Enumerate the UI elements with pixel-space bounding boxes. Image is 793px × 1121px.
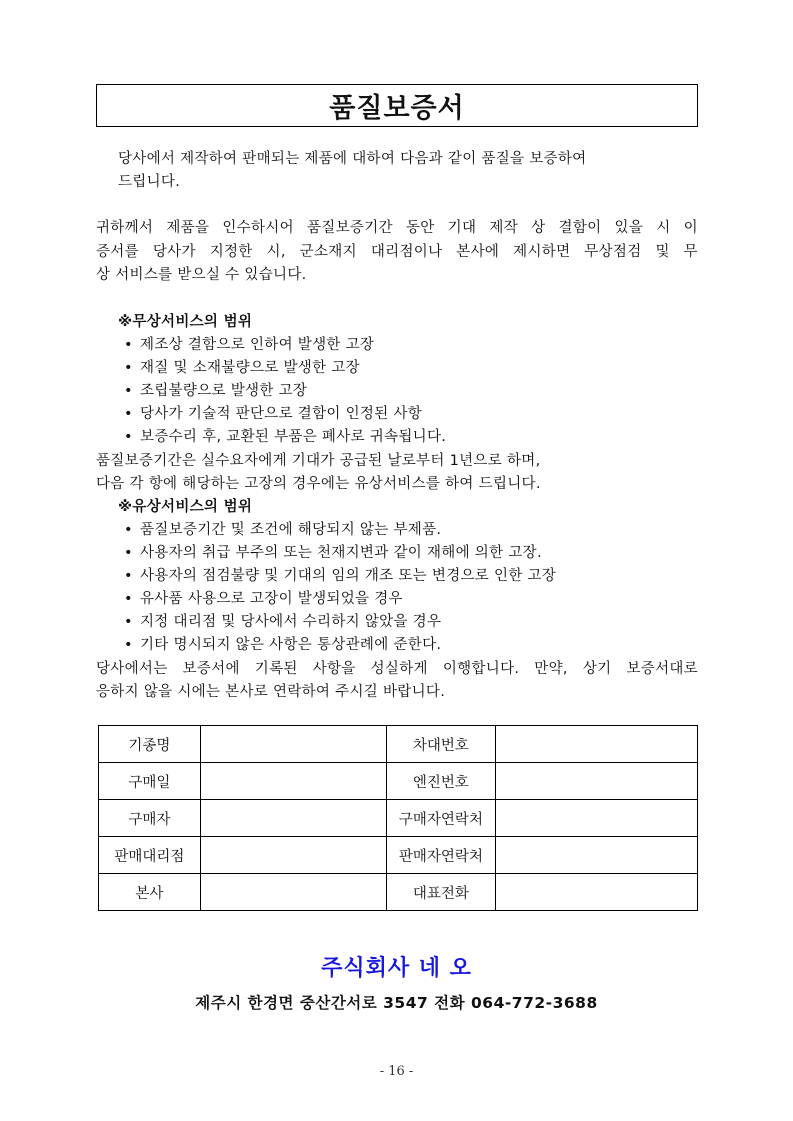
page-title: 품질보증서 [329, 93, 465, 124]
warranty-period-line-2: 다음 각 항에 해당하는 고장의 경우에는 유상서비스를 하여 드립니다. [96, 476, 541, 492]
list-item: • 제조상 결함으로 인하여 발생한 고장 [124, 337, 375, 353]
value-purchase-date[interactable] [200, 763, 386, 800]
page-number: - 16 - [379, 1064, 414, 1079]
list-item: • 사용자의 취급 부주의 또는 천재지변과 같이 재해에 의한 고장. [124, 545, 542, 561]
warranty-period-line-1: 품질보증기간은 실수요자에게 기대가 공급된 날로부터 1년으로 하며, [96, 453, 541, 469]
paid-service-heading: ※유상서비스의 범위 [118, 499, 253, 515]
notice-line-3: 상 서비스를 받으실 수 있습니다. [96, 267, 307, 283]
label-buyer: 구매자 [99, 800, 201, 837]
company-address: 제주시 한경면 중산간서로 3547 전화 064-772-3688 [195, 994, 598, 1012]
list-item: • 사용자의 점검불량 및 기대의 임의 개조 또는 변경으로 인한 고장 [124, 568, 557, 584]
table-row [99, 874, 698, 911]
table-row [99, 763, 698, 800]
list-item: • 조립불량으로 발생한 고장 [124, 383, 308, 399]
closing-line-1: 당사에서는 보증서에 기록된 사항을 성실하게 이행합니다. 만약, 상기 보증서대로 [96, 661, 698, 677]
label-purchase-date: 구매일 [99, 763, 201, 800]
company-name: 주식회사 네 오 [321, 956, 472, 981]
value-chassis-number[interactable] [496, 726, 698, 763]
value-buyer[interactable] [200, 800, 386, 837]
list-item: • 품질보증기간 및 조건에 해당되지 않는 부제품. [124, 522, 442, 538]
value-seller-contact[interactable] [496, 837, 698, 874]
list-item: • 기타 명시되지 않은 사항은 통상관례에 준한다. [124, 637, 442, 653]
closing-line-2: 응하지 않을 시에는 본사로 연락하여 주시길 바랍니다. [96, 684, 446, 700]
product-info-table [98, 725, 698, 911]
title-box [96, 84, 698, 127]
list-item: • 보증수리 후, 교환된 부품은 폐사로 귀속됩니다. [124, 429, 447, 445]
intro-line-2: 드립니다. [118, 174, 181, 190]
list-item: • 재질 및 소재불량으로 발생한 고장 [124, 360, 360, 376]
value-engine-number[interactable] [496, 763, 698, 800]
label-main-phone: 대표전화 [386, 874, 496, 911]
list-item: • 지정 대리점 및 당사에서 수리하지 않았을 경우 [124, 614, 442, 630]
label-buyer-contact: 구매자연락처 [386, 800, 496, 837]
label-chassis-number: 차대번호 [386, 726, 496, 763]
table-row [99, 837, 698, 874]
notice-line-1: 귀하께서 제품을 인수하시어 품질보증기간 동안 기대 제작 상 결함이 있을 시 이 [96, 220, 698, 236]
value-main-phone[interactable] [496, 874, 698, 911]
notice-line-2: 증서를 당사가 지정한 시, 군소재지 대리점이나 본사에 제시하면 무상점검 및 무 [96, 244, 698, 260]
value-dealer[interactable] [200, 837, 386, 874]
intro-line-1: 당사에서 제작하여 판매되는 제품에 대하여 다음과 같이 품질을 보증하여 [118, 151, 587, 167]
table-row [99, 800, 698, 837]
free-service-heading: ※무상서비스의 범위 [118, 314, 253, 330]
value-headquarters[interactable] [200, 874, 386, 911]
label-headquarters: 본사 [99, 874, 201, 911]
list-item: • 당사가 기술적 판단으로 결함이 인정된 사항 [124, 406, 423, 422]
table-row [99, 726, 698, 763]
label-engine-number: 엔진번호 [386, 763, 496, 800]
value-model[interactable] [200, 726, 386, 763]
label-seller-contact: 판매자연락처 [386, 837, 496, 874]
value-buyer-contact[interactable] [496, 800, 698, 837]
label-model: 기종명 [99, 726, 201, 763]
label-dealer: 판매대리점 [99, 837, 201, 874]
list-item: • 유사품 사용으로 고장이 발생되었을 경우 [124, 591, 403, 607]
